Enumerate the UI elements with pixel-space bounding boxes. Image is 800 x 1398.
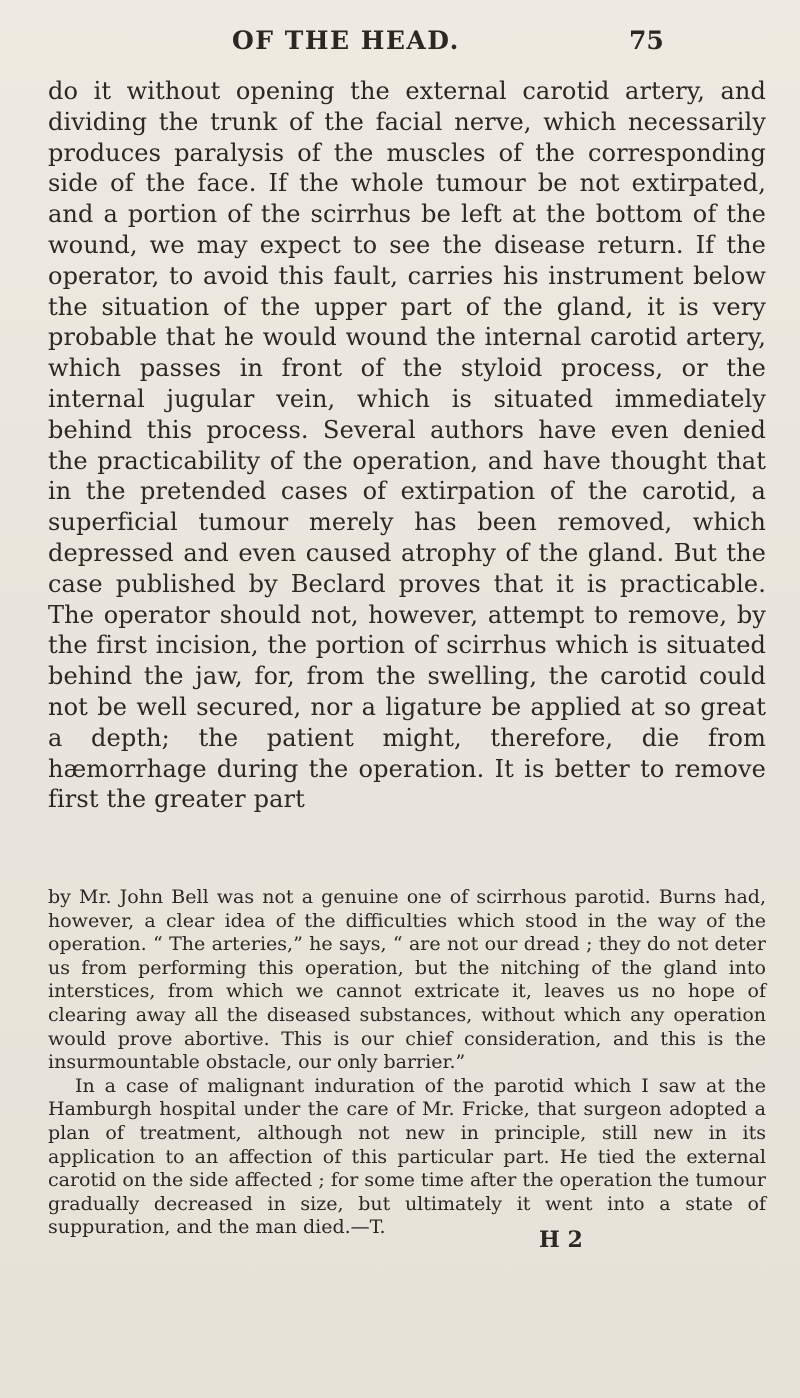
footnote-paragraph-2: In a case of malignant induration of the parotid which I saw at the Hamburgh hospital under the care of Mr. Fricke, that surgeon adopted a plan of treatment, although not new in principle, still new in its application to an affection of this particular part. He tied the external carotid on the side affected ; for some time after the operation the tumour gradually decreased in size, but ultimately it went into a state of suppuration, and the man died.—T.: [48, 1074, 766, 1239]
page-number: 75: [629, 26, 664, 55]
main-paragraph: do it without opening the external carotid artery, and dividing the trunk of the facial nerve, which necessarily produces paralysis of the muscles of the corresponding side of the face. If the whole tumour be not extirpated, and a portion of the scirrhus be left at the bottom of the wound, we may expect to see the disease return. If the operator, to avoid this fault, carries his instrument below the situation of the upper part of the gland, it is very probable that he would wound the internal carotid artery, which passes in front of the styloid process, or the internal jugular vein, which is situated immediately behind this process. Several authors have even denied the practicability of the operation, and have thought that in the pretended cases of extirpation of the carotid, a superficial tumour merely has been removed, which depressed and even caused atrophy of the gland. But the case published by Beclard proves that it is practicable. The operator should not, however, attempt to remove, by the first incision, the portion of scirrhus which is situated behind the jaw, for, from the swelling, the carotid could not be well secured, nor a ligature be applied at so great a depth; the patient might, therefore, die from hæmorrhage during the operation. It is better to remove first the greater part: [48, 77, 766, 814]
footnote-paragraph-1: by Mr. John Bell was not a genuine one of scirrhous parotid. Burns had, however, a clear idea of the difficulties which stood in the way of the operation. “ The arteries,” he says, “ are not our dread ; they do not deter us from performing this operation, but the nitching of the gland into interstices, from which we cannot extricate it, leaves us no hope of clearing away all the diseased substances, without which any operation would prove abortive. This is our chief consideration, and this is the insurmountable obstacle, our only barrier.”: [48, 886, 766, 1074]
running-head: [0, 24, 800, 58]
signature-mark: H 2: [539, 1227, 583, 1253]
footnote-text-block: [48, 886, 766, 1240]
main-text-block: [48, 76, 766, 815]
running-title: OF THE HEAD.: [232, 26, 460, 55]
